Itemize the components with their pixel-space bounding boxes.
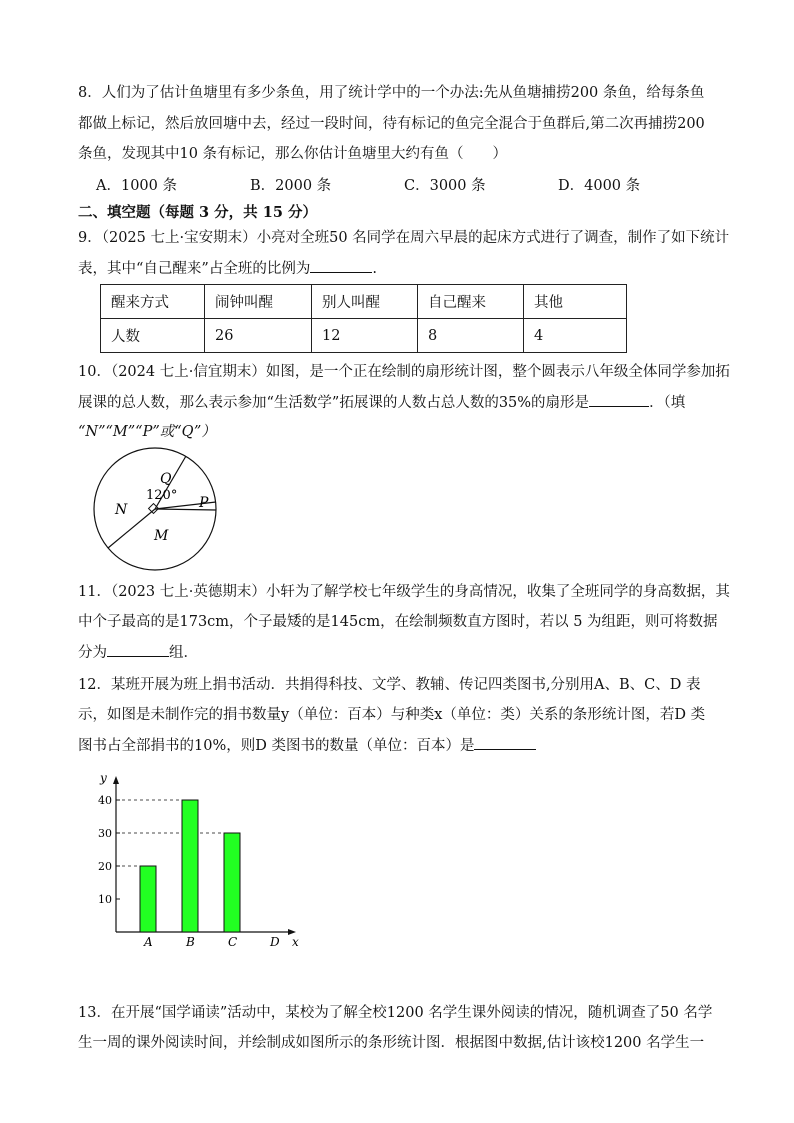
- q8-line-1: 8．人们为了估计鱼塘里有多少条鱼，用了统计学中的一个办法:先从鱼塘捕捞200 条鱼，给每条鱼: [78, 85, 705, 101]
- table-cell: 人数: [101, 319, 205, 353]
- q9-line-2-text: 表，其中“自己醒来”占全班的比例为: [78, 261, 311, 277]
- q8-option-c[interactable]: C．3000 条: [404, 178, 486, 194]
- q12-line-3: [78, 735, 536, 756]
- q11-line-3-text: 分为: [78, 645, 107, 661]
- category-label: D: [270, 935, 280, 949]
- bar-c: [224, 833, 240, 932]
- bar-b: [182, 800, 198, 932]
- q10-line-2-text: 展课的总人数，那么表示参加“生活数学”拓展课的人数占总人数的35%的扇形是: [78, 395, 590, 411]
- q9-answer-blank[interactable]: [310, 258, 372, 273]
- q11-line-3-end: 组．: [169, 645, 198, 661]
- q11-line-1: 11．（2023 七上·英德期末）小轩为了解学校七年级学生的身高情况，收集了全班同学的身高数据，其: [78, 584, 730, 600]
- y-tick-label: 40: [98, 794, 112, 807]
- q11-line-2: 中个子最高的是173cm，个子最矮的是145cm，在绘制频数直方图时，若以 5 为组距，则可将数据: [78, 614, 718, 630]
- q12-line-2: 示，如图是未制作完的捐书数量y（单位：百本）与种类x（单位：类）关系的条形统计图，若D 类: [78, 707, 706, 723]
- category-label: C: [228, 935, 238, 949]
- label-q: Q: [160, 471, 172, 487]
- q9-line-2-end: .: [372, 261, 377, 277]
- q10-line-2-end: ．（填: [649, 395, 686, 411]
- label-p: P: [199, 495, 209, 511]
- q12-line-3-text: 图书占全部捐书的10%，则D 类图书的数量（单位：百本）是: [78, 738, 475, 754]
- table-row: [101, 285, 627, 319]
- q8-option-a[interactable]: A．1000 条: [96, 178, 177, 194]
- q13-line-2: 生一周的课外阅读时间，并绘制成如图所示的条形统计图．根据图中数据,估计该校1200 名学生一: [78, 1035, 705, 1051]
- table-cell: 8: [418, 319, 524, 353]
- y-tick-label: 10: [98, 893, 112, 906]
- y-tick-label: 30: [98, 827, 112, 840]
- table-cell: 其他: [524, 285, 627, 319]
- q10-line-3: “N”“M”“P”或“Q”）: [78, 424, 216, 440]
- q12-line-1: 12．某班开展为班上捐书活动．共捐得科技、文学、教辅、传记四类图书,分别用A、B、C、D 表: [78, 677, 701, 693]
- category-label: B: [186, 935, 195, 949]
- q10-line-1: 10．（2024 七上·信宜期末）如图，是一个正在绘制的扇形统计图，整个圆表示八年级全体同学参加拓: [78, 364, 730, 380]
- q10-answer-blank[interactable]: [589, 392, 649, 407]
- q8-line-3: 条鱼，发现其中10 条有标记，那么你估计鱼塘里大约有鱼（ ）: [78, 146, 508, 162]
- q13-line-1: 13．在开展“国学诵读”活动中，某校为了解全校1200 名学生课外阅读的情况，随机调查了50 名学: [78, 1005, 713, 1021]
- y-tick-label: 20: [98, 860, 112, 873]
- bar-chart: [90, 768, 320, 952]
- label-angle: 120°: [146, 488, 178, 503]
- table-cell: 12: [312, 319, 418, 353]
- table-cell: 醒来方式: [101, 285, 205, 319]
- q8-options: [96, 174, 716, 194]
- pie-figure: [90, 444, 230, 584]
- q12-answer-blank[interactable]: [474, 735, 536, 750]
- y-axis-label: y: [100, 771, 107, 785]
- q11-answer-blank[interactable]: [107, 642, 169, 657]
- category-label: A: [144, 935, 153, 949]
- section-title: 二、填空题（每题 3 分，共 15 分）: [78, 204, 317, 221]
- table-cell: 自己醒来: [418, 285, 524, 319]
- q9-table: [100, 284, 627, 353]
- y-axis-arrow: [113, 776, 119, 784]
- bar-a: [140, 866, 156, 932]
- table-cell: 别人叫醒: [312, 285, 418, 319]
- q8-line-2: 都做上标记，然后放回塘中去，经过一段时间，待有标记的鱼完全混合于鱼群后,第二次再捕捞200: [78, 116, 705, 132]
- table-cell: 4: [524, 319, 627, 353]
- table-cell: 闹钟叫醒: [205, 285, 312, 319]
- label-m: M: [154, 528, 169, 544]
- x-axis-label: x: [292, 935, 299, 949]
- q9-line-2: [78, 258, 377, 279]
- q10-line-2: [78, 392, 685, 413]
- q9-line-1: 9．（2025 七上·宝安期末）小亮对全班50 名同学在周六早晨的起床方式进行了调查，制作了如下统计: [78, 230, 730, 246]
- q8-option-d[interactable]: D．4000 条: [558, 178, 641, 194]
- table-cell: 26: [205, 319, 312, 353]
- label-n: N: [115, 502, 128, 518]
- q11-line-3: [78, 642, 198, 663]
- table-row: [101, 319, 627, 353]
- q8-option-b[interactable]: B．2000 条: [250, 178, 332, 194]
